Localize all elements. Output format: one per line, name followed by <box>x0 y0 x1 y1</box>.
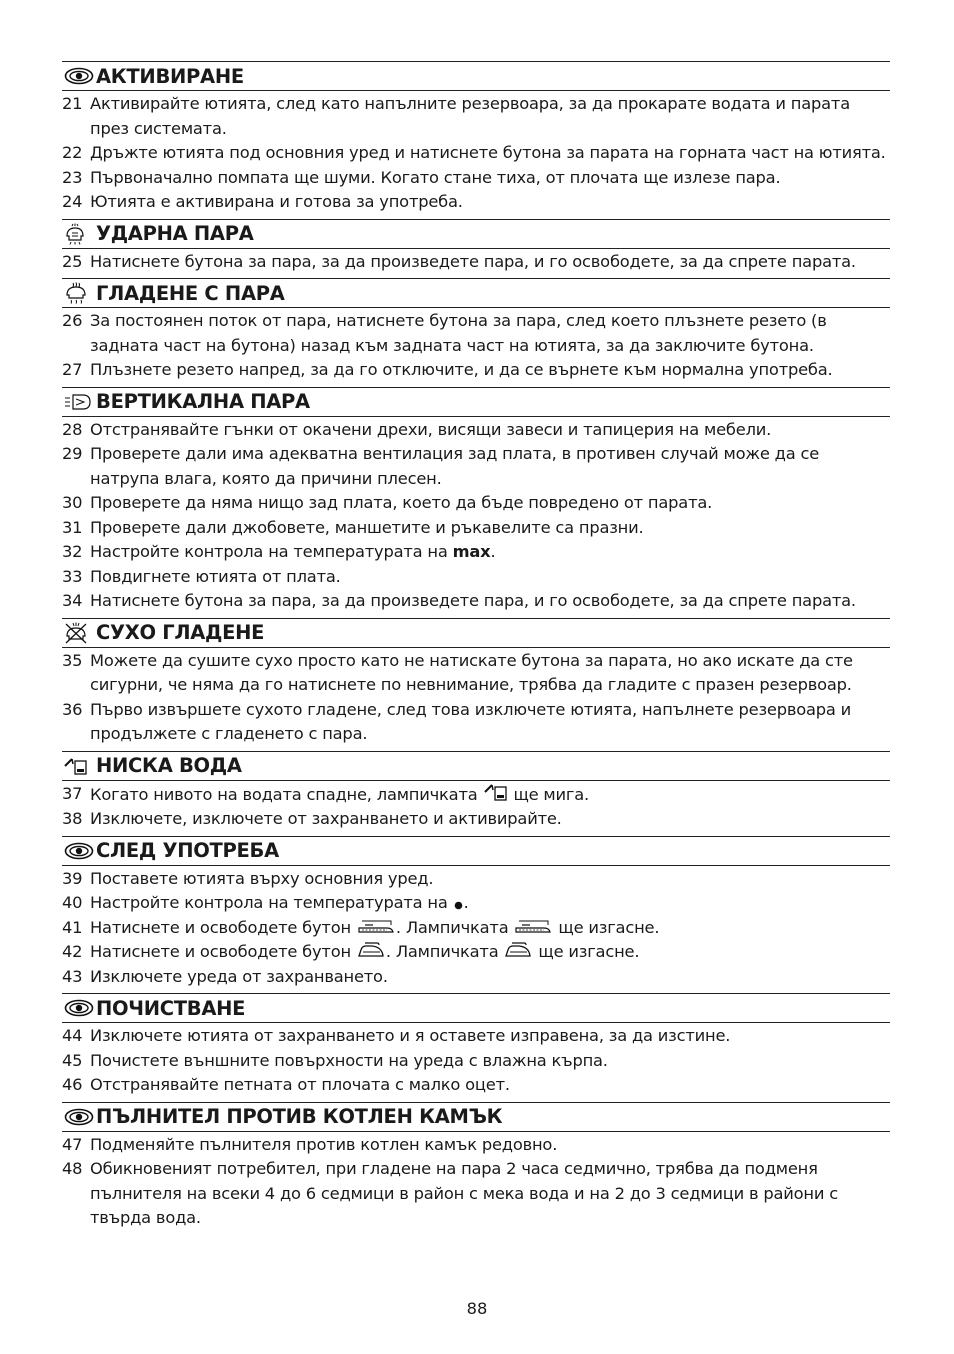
page-number: 88 <box>466 1299 488 1318</box>
item-text <box>90 1049 890 1074</box>
emphasis-value: max <box>452 542 491 561</box>
item-text-part: ще изгасне. <box>553 917 660 937</box>
list-item <box>62 309 890 358</box>
item-text-part: . <box>463 893 469 912</box>
section <box>62 751 890 832</box>
section-header <box>62 993 890 1023</box>
list-item <box>62 190 890 215</box>
item-number: 46 <box>62 1075 83 1094</box>
item-text-part: Когато нивото на водата спадне, лампичката <box>90 784 483 804</box>
section-title: СУХО ГЛАДЕНЕ <box>96 621 265 644</box>
list-item <box>62 940 890 965</box>
item-text <box>90 649 890 698</box>
item-text-part: Проверете дали има адекватна вентилация зад плата, в противен случай може да се натрупа влага, която да причини плесен. <box>90 444 820 488</box>
section-title: ПОЧИСТВАНЕ <box>96 996 246 1020</box>
item-text <box>90 698 890 747</box>
section <box>62 278 890 383</box>
list-item <box>62 589 890 614</box>
item-text <box>90 867 890 892</box>
list-item <box>62 418 890 443</box>
list-item <box>62 698 890 747</box>
item-number: 40 <box>62 893 83 912</box>
item-text <box>90 891 890 916</box>
section-title: ВЕРТИКАЛНА ПАРА <box>96 390 310 413</box>
item-text <box>90 1024 890 1049</box>
item-text-part: Натиснете бутона за пара, за да произведете пара, и го освободете, за да спрете парата. <box>90 591 856 610</box>
list-item <box>62 166 890 191</box>
steam-iron-icon <box>62 283 96 303</box>
item-number: 47 <box>62 1134 83 1154</box>
instruction-list <box>62 308 890 383</box>
item-number: 39 <box>62 868 83 888</box>
eye-icon <box>62 841 96 861</box>
list-item <box>62 442 890 491</box>
item-text <box>90 965 890 990</box>
item-number: 29 <box>62 444 83 463</box>
item-number: 22 <box>62 143 83 162</box>
base-icon <box>514 919 552 935</box>
item-number: 48 <box>62 1159 83 1178</box>
item-number: 36 <box>62 699 83 719</box>
item-text <box>90 358 890 383</box>
eye-icon <box>62 1107 96 1127</box>
item-text <box>90 309 890 358</box>
section-header <box>62 751 890 781</box>
item-number: 44 <box>62 1026 83 1045</box>
list-item <box>62 1157 890 1231</box>
list-item <box>62 891 890 916</box>
list-item <box>62 1024 890 1049</box>
item-number: 32 <box>62 542 83 561</box>
item-text-part: Проверете да няма нищо зад плата, което да бъде повредено от парата. <box>90 493 713 512</box>
base-icon <box>357 919 395 935</box>
item-text <box>90 1157 890 1231</box>
item-text-part: Дръжте ютията под основния уред и натиснете бутона за парата на горната част на ютията. <box>90 143 886 162</box>
section <box>62 219 890 275</box>
item-text-part: Натиснете бутона за пара, за да произведете пара, и го освободете, за да спрете парата. <box>90 251 856 271</box>
eye-icon <box>62 66 96 86</box>
item-text <box>90 1073 890 1098</box>
item-number: 34 <box>62 591 83 610</box>
low-water-icon <box>484 782 508 802</box>
item-text-part: Почистете външните повърхности на уреда с влажна кърпа. <box>90 1050 608 1070</box>
item-text <box>90 589 890 614</box>
section-header <box>62 61 890 91</box>
item-text-part: Подменяйте пълнителя против котлен камък редовно. <box>90 1134 558 1154</box>
list-item <box>62 1049 890 1074</box>
shot-steam-icon <box>62 224 96 244</box>
list-item <box>62 250 890 275</box>
section-title: ГЛАДЕНЕ С ПАРА <box>96 281 285 305</box>
item-text <box>90 190 890 215</box>
item-text <box>90 916 890 941</box>
item-text <box>90 516 890 541</box>
instruction-list <box>62 866 890 990</box>
section-title: УДАРНА ПАРА <box>96 222 254 245</box>
list-item <box>62 867 890 892</box>
item-text <box>90 92 890 141</box>
item-number: 41 <box>62 917 83 937</box>
item-text-part: Настройте контрола на температурата на <box>90 893 453 912</box>
item-number: 43 <box>62 966 83 986</box>
section <box>62 836 890 990</box>
item-number: 37 <box>62 783 83 803</box>
vertical-steam-icon <box>62 392 96 412</box>
list-item <box>62 807 890 832</box>
item-text-part: Проверете дали джобовете, маншетите и ръкавелите са празни. <box>90 517 644 537</box>
eye-icon <box>62 998 96 1018</box>
item-number: 30 <box>62 493 83 512</box>
item-number: 35 <box>62 650 83 670</box>
item-number: 24 <box>62 192 83 211</box>
list-item <box>62 491 890 516</box>
section-header <box>62 836 890 866</box>
no-steam-icon <box>62 623 96 643</box>
item-text-part: Ютията е активирана и готова за употреба. <box>90 192 463 211</box>
item-text <box>90 418 890 443</box>
item-number: 25 <box>62 251 83 271</box>
item-text-part: Отстранявайте гънки от окачени дрехи, висящи завеси и тапицерия на мебели. <box>90 419 772 439</box>
item-number: 23 <box>62 167 83 187</box>
section-title: ПЪЛНИТЕЛ ПРОТИВ КОТЛЕН КАМЪК <box>96 1105 503 1128</box>
item-text-part: Натиснете и освободете бутон <box>90 942 356 961</box>
section-title: СЛЕД УПОТРЕБА <box>96 839 279 862</box>
list-item <box>62 1073 890 1098</box>
section-header <box>62 1102 890 1132</box>
section-header <box>62 219 890 249</box>
iron-icon <box>357 941 385 959</box>
instruction-list <box>62 249 890 275</box>
item-text <box>90 442 890 491</box>
item-text <box>90 565 890 590</box>
item-text <box>90 782 890 808</box>
item-text-part: Настройте контрола на температурата на <box>90 542 453 561</box>
item-text <box>90 540 890 565</box>
item-text-part: ще изгасне. <box>533 942 640 961</box>
item-text-part: Можете да сушите сухо просто като не натискате бутона за парата, но ако искате да сте сигурни, че няма да го натиснете по невнимание, трябва да гладите с празен резервоар. <box>90 650 853 694</box>
item-text-part: Активирайте ютията, след като напълните резервоара, за да прокарате водата и парата през системата. <box>90 94 850 138</box>
item-number: 33 <box>62 566 83 586</box>
dot-icon <box>454 901 463 910</box>
list-item <box>62 1133 890 1158</box>
instruction-list <box>62 91 890 215</box>
list-item <box>62 565 890 590</box>
item-text <box>90 491 890 516</box>
item-number: 27 <box>62 360 83 379</box>
section <box>62 618 890 747</box>
list-item <box>62 92 890 141</box>
item-text <box>90 166 890 191</box>
item-text <box>90 1133 890 1158</box>
item-text-part: Изключете уреда от захранването. <box>90 966 388 986</box>
section <box>62 61 890 215</box>
instruction-list <box>62 1023 890 1098</box>
instruction-list <box>62 781 890 832</box>
item-number: 38 <box>62 809 83 828</box>
item-text-part: . <box>490 542 496 561</box>
iron-icon <box>504 941 532 959</box>
item-text-part: За постоянен поток от пара, натиснете бутона за пара, след което плъзнете резето (в задната част на бутона) назад към задната част на ютията, за да заключите бутона. <box>90 311 827 355</box>
list-item <box>62 540 890 565</box>
list-item <box>62 965 890 990</box>
item-text-part: . Лампичката <box>385 942 504 961</box>
section <box>62 993 890 1098</box>
item-number: 42 <box>62 942 83 961</box>
section-header <box>62 278 890 308</box>
item-text-part: Първо извършете сухото гладене, след това изключете ютията, напълнете резервоара и продължете с гладенето с пара. <box>90 699 852 743</box>
section <box>62 1102 890 1231</box>
item-text-part: Изключете, изключете от захранването и активирайте. <box>90 809 562 828</box>
item-text-part: Поставете ютията върху основния уред. <box>90 868 434 888</box>
section-title: НИСКА ВОДА <box>96 754 242 777</box>
item-text-part: Плъзнете резето напред, за да го отключите, и да се върнете към нормална употреба. <box>90 360 833 379</box>
section-title: АКТИВИРАНЕ <box>96 64 244 88</box>
section <box>62 387 890 614</box>
item-text-part: Първоначално помпата ще шуми. Когато стане тиха, от плочата ще излезе пара. <box>90 167 781 187</box>
item-text-part: . Лампичката <box>395 917 514 937</box>
item-text-part: ще мига. <box>508 784 589 804</box>
list-item <box>62 782 890 808</box>
item-number: 21 <box>62 94 83 113</box>
list-item <box>62 358 890 383</box>
document-body <box>62 61 890 1231</box>
list-item <box>62 516 890 541</box>
item-number: 31 <box>62 517 83 537</box>
list-item <box>62 649 890 698</box>
instruction-list <box>62 1132 890 1231</box>
item-text <box>90 940 890 965</box>
list-item <box>62 916 890 941</box>
item-text <box>90 250 890 275</box>
item-text-part: Повдигнете ютията от плата. <box>90 566 341 586</box>
section-header <box>62 618 890 648</box>
section-header <box>62 387 890 417</box>
item-number: 45 <box>62 1050 83 1070</box>
list-item <box>62 141 890 166</box>
item-text <box>90 807 890 832</box>
item-number: 26 <box>62 311 83 330</box>
item-text-part: Изключете ютията от захранването и я оставете изправена, за да изстине. <box>90 1026 731 1045</box>
instruction-list <box>62 648 890 747</box>
low-water-icon <box>62 756 96 776</box>
instruction-list <box>62 417 890 614</box>
item-text-part: Обикновеният потребител, при гладене на пара 2 часа седмично, трябва да подменя пълнителя на всеки 4 до 6 седмици в район с мека вода и на 2 до 3 седмици в райони с твърда вода. <box>90 1159 838 1227</box>
item-number: 28 <box>62 419 83 439</box>
item-text-part: Натиснете и освободете бутон <box>90 917 356 937</box>
item-text-part: Отстранявайте петната от плочата с малко оцет. <box>90 1075 510 1094</box>
item-text <box>90 141 890 166</box>
